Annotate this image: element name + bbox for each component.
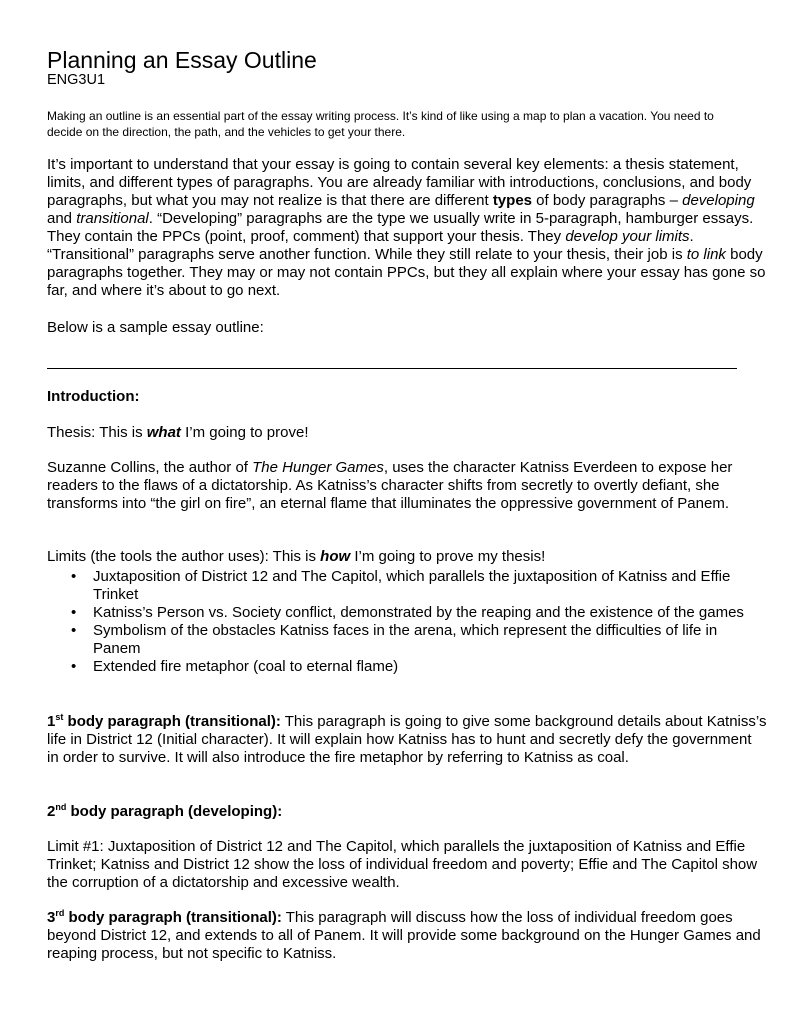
intro-paragraph: Making an outline is an essential part of the essay writing process. It’s kind of like using a map to plan a vacation. You need to decide on the direction, the path, and the vehicles to get your there. (47, 109, 714, 139)
body-paragraph-2-heading: 2nd body paragraph (developing): (47, 802, 283, 820)
emphasis-develop-limits: develop your limits (565, 228, 690, 245)
introduction-heading: Introduction: (47, 388, 140, 405)
thesis-paragraph: Suzanne Collins, the author of The Hunger Games, uses the character Katniss Everdeen to expose her readers to the flaws of a dictatorship. As Katniss’s character shifts from secretly to overtly defiant, she transforms into “the girl on fire”, an eternal flame that illuminates the oppressive government of Panem. (47, 459, 733, 512)
body-paragraph-1-heading: 1st body paragraph (transitional): (47, 712, 281, 730)
bullet-icon: • (71, 658, 77, 675)
body-paragraph-3: 3rd body paragraph (transitional): This paragraph will discuss how the loss of individual freedom goes beyond District 12, and extends to all of Panem. It will provide some background on the Hunger Games and reaping process, but not specific to Katniss. (47, 908, 761, 962)
emphasis-to-link: to link (686, 246, 726, 263)
course-code: ENG3U1 (47, 72, 106, 88)
thesis-line: Thesis: This is what I’m going to prove! (47, 424, 309, 441)
list-item: • Symbolism of the obstacles Katniss faces in the arena, which represent the difficulties of life in Panem (71, 622, 718, 657)
limits-list (47, 568, 767, 676)
section-divider (47, 368, 737, 369)
emphasis-types: types (492, 192, 532, 209)
body-paragraph-3-heading: 3rd body paragraph (transitional): (47, 908, 282, 926)
bullet-icon: • (71, 568, 77, 585)
list-item: • Extended fire metaphor (coal to eternal flame) (71, 658, 399, 675)
list-item: • Katniss’s Person vs. Society conflict, demonstrated by the reaping and the existence of the games (71, 604, 744, 621)
bullet-icon: • (71, 622, 77, 639)
list-item: • Juxtaposition of District 12 and The Capitol, which parallels the juxtaposition of Katniss and Effie Trinket (71, 568, 731, 603)
body-paragraph-1: 1st body paragraph (transitional): This paragraph is going to give some background details about Katniss’s life in District 12 (Initial character). It will explain how Katniss has to hunt and secretly defy the government in order to survive. It will also introduce the fire metaphor by referring to Katniss as coal. (47, 712, 767, 766)
limit-1-paragraph: Limit #1: Juxtaposition of District 12 and The Capitol, which parallels the juxtaposition of Katniss and Effie Trinket; Katniss and District 12 show the loss of individual freedom and poverty; Effie and The Capitol show the corruption of a dictatorship and excessive wealth. (47, 838, 758, 891)
emphasis-transitional: transitional (76, 210, 149, 227)
book-title: The Hunger Games (252, 459, 384, 476)
key-elements-paragraph: It’s important to understand that your essay is going to contain several key elements: a thesis statement, limits, and different types of paragraphs. You are already familiar with introductions, conclusions, and body paragraphs, but what you may not realize is that there are different types of body paragraphs – developing and transitional. “Developing” paragraphs are the type we usually write in 5-paragraph, hamburger essays. They contain the PPCs (point, proof, comment) that support your thesis. They develop your limits. “Transitional” paragraphs serve another function. While they still relate to your thesis, their job is to link body paragraphs together. They may or may not contain PPCs, but they all explain where your essay has gone so far, and where it’s about to go next. (47, 156, 766, 299)
bullet-icon: • (71, 604, 77, 621)
emphasis-developing: developing (682, 192, 755, 209)
page-title: Planning an Essay Outline (47, 47, 317, 73)
sample-outline-intro: Below is a sample essay outline: (47, 319, 264, 336)
limits-line: Limits (the tools the author uses): This is how I’m going to prove my thesis! (47, 548, 546, 565)
